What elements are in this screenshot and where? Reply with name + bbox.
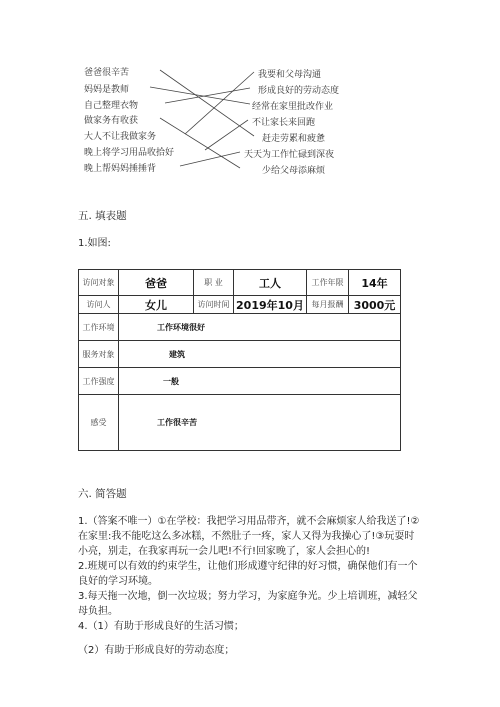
environment-label: 工作环境: [79, 314, 119, 341]
work-years-value: 14年: [349, 270, 401, 296]
job-label: 职 业: [194, 270, 234, 296]
left-item-6: 晚上将学习用品收拾好: [84, 148, 175, 158]
intensity-value: 一般: [119, 368, 401, 395]
match-line: [205, 120, 248, 150]
visit-time-value: 2019年10月: [234, 296, 307, 314]
table-row: [79, 296, 401, 314]
visit-target-label: 访问对象: [79, 270, 119, 296]
right-item-2: 形成良好的劳动态度: [258, 86, 340, 96]
table-row: [79, 270, 401, 296]
left-item-5: 大人不让我做家务: [84, 132, 157, 142]
visitor-value: 女儿: [119, 296, 194, 314]
right-item-3: 经常在家里批改作业: [252, 102, 334, 112]
left-item-1: 爸爸很辛苦: [84, 68, 130, 78]
intensity-label: 工作强度: [79, 368, 119, 395]
left-item-2: 妈妈是教师: [84, 85, 130, 95]
table-row: [79, 341, 401, 368]
visitor-label: 访问人: [79, 296, 119, 314]
table-row: [79, 395, 401, 451]
service-target-value: 建筑: [119, 341, 401, 368]
monthly-pay-label: 每月报酬: [307, 296, 349, 314]
answer-line: 3.每天拖一次地，倒一次垃圾；努力学习，为家庭争光。少上培训班，减轻父: [78, 591, 418, 602]
table-row: [79, 314, 401, 341]
answer-line: 2.班规可以有效的约束学生，让他们形成遵守纪律的好习惯，确保他们有一个: [78, 561, 418, 572]
feeling-label: 感受: [79, 395, 119, 451]
environment-value: 工作环境很好: [119, 314, 401, 341]
left-item-7: 晚上帮妈妈捶捶背: [84, 164, 157, 174]
visit-target-value: 爸爸: [119, 270, 194, 296]
answer-line: 小亮，别走，在我家再玩一会儿吧!不行!回家晚了，家人会担心的!: [78, 546, 371, 557]
left-item-4: 做家务有收获: [84, 116, 139, 126]
left-item-3: 自己整理衣物: [84, 101, 139, 111]
survey-table: [78, 269, 401, 451]
answer-line: 在家里:我不能吃这么多冰糕，不然肚子一疼，家人又得为我操心了!③玩耍时: [78, 531, 415, 542]
right-item-7: 少给父母添麻烦: [262, 166, 326, 176]
answer-line: 良好的学习环境。: [78, 576, 158, 587]
visit-time-label: 访问时间: [194, 296, 234, 314]
work-years-label: 工作年限: [307, 270, 349, 296]
answer-line: 4.（1）有助于形成良好的生活习惯；: [78, 621, 244, 632]
answer-line: 1.（答案不唯一）①在学校：我把学习用品带齐，就不会麻烦家人给我送了!②: [78, 516, 420, 527]
match-line: [180, 152, 240, 166]
section-5-title: 五. 填表题: [78, 210, 127, 222]
section-6-title: 六. 简答题: [78, 488, 127, 500]
match-line: [160, 118, 240, 168]
feeling-value: 工作很辛苦: [119, 395, 401, 451]
right-item-4: 不让家长来回跑: [252, 118, 316, 128]
answer-line: （2）有助于形成良好的劳动态度；: [78, 645, 235, 656]
job-value: 工人: [234, 270, 307, 296]
answer-line: 母负担。: [78, 606, 118, 617]
question-1-label: 1.如图:: [78, 238, 111, 249]
right-item-1: 我要和父母沟通: [258, 70, 322, 80]
right-item-6: 天天为工作忙碌到深夜: [244, 150, 335, 160]
monthly-pay-value: 3000元: [349, 296, 401, 314]
service-target-label: 服务对象: [79, 341, 119, 368]
match-line: [165, 88, 250, 103]
right-item-5: 赶走劳累和疲惫: [262, 134, 326, 144]
table-row: [79, 368, 401, 395]
